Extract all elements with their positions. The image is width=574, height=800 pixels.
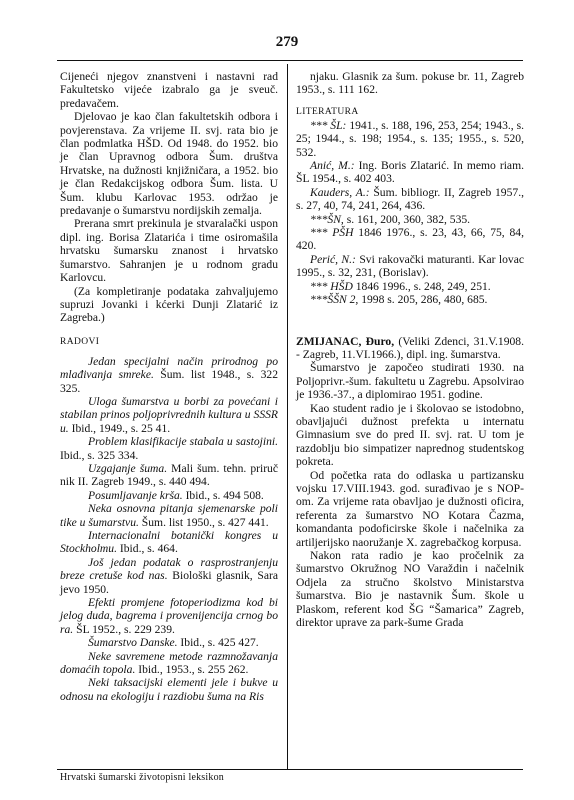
radovi-source: Šum. list 1950., s. 427 441.: [138, 515, 269, 529]
literatura-source: Ing. Boris Zlatarić. In memo riam. ŠL 1954., s. 402 403.: [296, 159, 524, 186]
right-paragraph: Nakon rata radio je kao pročelnik za šumarstvo Okružnog NO Varaždin i načelnik Odjela za stručno školstvo Ministarstva šumarstva. Bio je nastavnik Šum. škole u Plaskom, referent kod ŠG “Šamarica” Zagreb, direktor uprave za park-šume Grada: [296, 549, 524, 630]
radovi-source: Ibid., s. 494 508.: [182, 488, 264, 502]
left-paragraph: Djelovao je kao član fakultetskih odbora i povjerenstava. Za vrijeme II. svj. rata bio je član podmlatka HŠD. Od 1948. do 1952. bio je član Upravnog odbora Šum. društva Hrvatske, na dužnosti knjižničara, a 1952. bio je član Redakcijskog odbora Šum. lista. U Šum. klubu Karlovac 1953. održao je predavanje o šumarstvu nordijskih zemalja.: [60, 110, 278, 218]
radovi-title: Problem klasifikacije stabala u sastojini.: [88, 435, 278, 449]
literatura-author: ***ŠŠN 2,: [310, 293, 359, 307]
radovi-item: [60, 529, 278, 556]
radovi-source: Ibid., 1953., s. 255 262.: [135, 663, 249, 677]
radovi-source: ŠL 1952., s. 229 239.: [73, 622, 175, 636]
radovi-item: [60, 395, 278, 435]
footer-rule: [57, 769, 523, 770]
radovi-item: [60, 596, 278, 636]
literatura-author: Kauders, A.:: [310, 185, 370, 199]
radovi-heading: RADOVI: [60, 336, 100, 347]
page-number: 279: [275, 34, 299, 50]
literatura-source: Šum. bibliogr. II, Zagreb 1957., s. 27, 40, 74, 241, 264, 436.: [296, 185, 524, 213]
literatura-item: [296, 280, 524, 293]
radovi-title: Neka osnovna pitanja sjemenarske poli tike u šumarstvu.: [60, 502, 278, 529]
literatura-item: [296, 293, 524, 306]
literatura-item: [296, 186, 524, 213]
radovi-source: Mali šum. tehn. priruč nik II. Zagreb 1949., s. 440 494.: [60, 461, 279, 489]
radovi-title: Efekti promjene fotoperiodizma kod bi jelog duda, bagrema i provenijencija crnog bo ra.: [60, 596, 278, 636]
radovi-item: [60, 650, 278, 677]
right-paragraph: Šumarstvo je započeo studirati 1930. na Poljoprivr.-šum. fakultetu u Zagrebu. Apsolvirao je 1936.-37., a diplomirao 1951. godine.: [296, 361, 524, 402]
radovi-title: Jedan specijalni način prirodnog po mlađivanja smreke.: [60, 354, 278, 382]
literatura-source: 1846 1976., s. 23, 43, 66, 75, 84, 420.: [296, 226, 525, 253]
entry-name: ZMIJANAC, Đuro,: [296, 334, 395, 348]
literatura-author: Perić, N.:: [310, 252, 356, 266]
column-divider: [287, 64, 288, 770]
literatura-item: [296, 253, 524, 280]
radovi-title: Još jedan podatak o rasprostranjenju breze cretuše kod nas.: [60, 555, 278, 583]
left-paragraph: Prerana smrt prekinula je stvaralački uspon dipl. ing. Borisa Zlatarića i time osiromašila hrvatsku šumarsku znanost i hrvatsko šumarstvo. Sahranjen je u rodnom gradu Karlovcu.: [60, 217, 278, 285]
radovi-item: [60, 462, 278, 489]
literatura-source: 1941., s. 188, 196, 253, 254; 1943., s. 25; 1944., s. 198; 1954., s. 135; 1955., s. 520, 532.: [296, 118, 524, 159]
radovi-source: Šum. list 1948., s. 322 325.: [60, 368, 278, 395]
radovi-item: [60, 489, 278, 502]
radovi-title: Uloga šumarstva u borbi za povećani i stabilan prinos poljoprivrednih kultura u SSSR u.: [60, 394, 278, 435]
radovi-source: Ibid., s. 325 334.: [60, 448, 139, 462]
radovi-source: Ibid., s. 425 427.: [177, 636, 259, 650]
right-paragraph: Od početka rata do odlaska u partizansku vojsku 17.VIII.1943. god. surađivao je s NOP-om. Za vrijeme rata obavljao je dužnosti oficira, referenta za šumarstvo NO Kotara Čazma, komandanta podoficirske škole i načelnika za artiljerijsko naoružanje X. zagrebačkog korpusa.: [296, 468, 524, 549]
radovi-title: Posumljavanje krša.: [88, 488, 183, 502]
literatura-source: 1846 1996., s. 248, 249, 251.: [352, 279, 491, 293]
radovi-item: [60, 502, 278, 529]
literatura-heading: LITERATURA: [296, 106, 359, 117]
entry-dates: (Veliki Zdenci, 31.V.1908. - Zagreb, 11.VI.1966.), dipl. ing. šumarstva.: [296, 334, 524, 361]
radovi-source: Ibid., s. 464.: [117, 542, 178, 556]
radovi-continuation: njaku. Glasnik za šum. pokuse br. 11, Zagreb 1953., s. 111 162.: [296, 70, 524, 97]
literatura-item: [296, 226, 524, 253]
left-paragraph: (Za kompletiranje podataka zahvaljujemo supruzi Jovanki i kćerki Dunji Zlatarić iz Zagreba.): [60, 284, 278, 325]
literatura-source: 1998 s. 205, 286, 480, 685.: [358, 293, 488, 307]
literatura-source: s. 161, 200, 360, 382, 535.: [343, 212, 471, 226]
radovi-item: [60, 435, 278, 462]
radovi-title: Internacionalni botanički kongres u Stockholmu.: [60, 529, 278, 556]
radovi-title: Neke savremene metode razmnožavanja domaćih topola.: [60, 649, 278, 677]
literatura-source: Svi rakovački maturanti. Kar lovac 1995., s. 32, 231, (Borislav).: [296, 252, 524, 280]
radovi-title: Šumarstvo Danske.: [88, 636, 178, 650]
literatura-item: [296, 213, 524, 226]
literatura-item: [296, 119, 524, 159]
literatura-item: [296, 159, 524, 186]
radovi-title: Neki taksacijski elementi jele i bukve u odnosu na ekologiju i razdiobu šuma na Ris: [60, 676, 278, 703]
radovi-item: [60, 355, 278, 395]
radovi-list: [60, 355, 278, 704]
radovi-title: Uzgajanje šuma.: [88, 461, 168, 475]
header-rule: [57, 60, 523, 61]
literatura-author: *** ŠL:: [310, 118, 347, 132]
radovi-item: [60, 676, 278, 703]
right-column: [296, 70, 524, 629]
literatura-author: *** PŠH: [310, 226, 354, 240]
left-paragraph: Cijeneći njegov znanstveni i nastavni rad Fakultetsko vijeće izabralo ga je sveuč. predavačem.: [60, 70, 278, 110]
footer: Hrvatski šumarski životopisni leksikon: [60, 772, 224, 783]
radovi-item: [60, 636, 278, 649]
literatura-author: Anić, M.:: [310, 159, 355, 173]
entry-heading-line: [296, 335, 524, 362]
literatura-author: *** HŠD: [310, 279, 353, 293]
radovi-source: Biološki glasnik, Sara jevo 1950.: [60, 569, 278, 596]
left-column: [60, 70, 278, 703]
right-paragraph: Kao student radio je i školovao se istodobno, obavljajući dužnost prefekta u internatu Gimnasium sve do pred II. svj. rat. U tom je razdoblju bio simpatizer naprednog studentskog pokreta.: [296, 401, 524, 469]
radovi-source: Ibid., 1949., s. 25 41.: [68, 421, 171, 435]
literatura-author: ***ŠN,: [310, 212, 344, 226]
radovi-item: [60, 556, 278, 596]
entry-heading: [296, 335, 524, 362]
